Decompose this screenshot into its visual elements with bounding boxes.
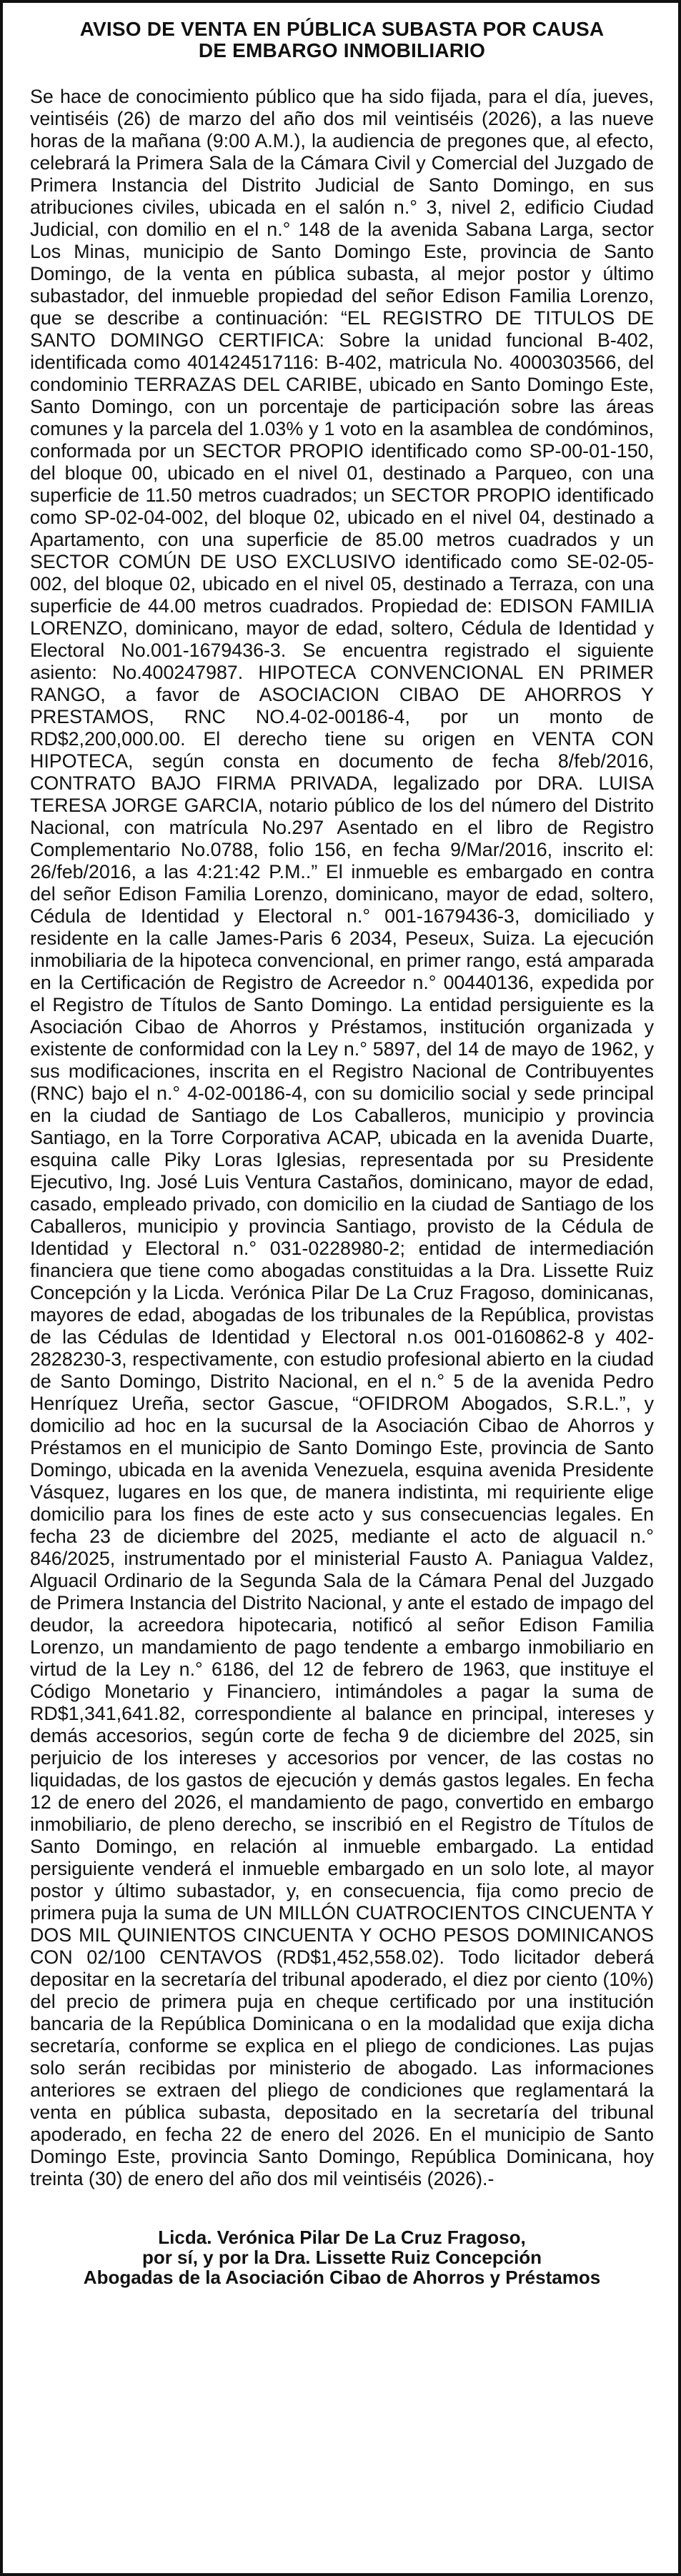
notice-title-line1: AVISO DE VENTA EN PÚBLICA SUBASTA POR CAUSA (79, 18, 605, 40)
notice-body: Se hace de conocimiento público que ha sido fijada, para el día, jueves, veintiséis (26) de marzo del año dos mil veintiséis (2026), a las nueve horas de la mañana (9:00 A.M.), la audiencia de pregones que, al efecto, celebrará la Primera Sala de la Cámara Civil y Comercial del Juzgado de Primera Instancia del Distrito Judicial de Santo Domingo, en sus atribuciones civiles, ubicada en el salón n.° 3, nivel 2, edificio Ciudad Judicial, con domilio en el n.° 148 de la avenida Sabana Larga, sector Los Minas, municipio de Santo Domingo Este, provincia de Santo Domingo, de la venta en pública subasta, al mejor postor y último subastador, del inmueble propiedad del señor Edison Familia Lorenzo, que se describe a continuación: “EL REGISTRO DE TITULOS DE SANTO DOMINGO CERTIFICA: Sobre la unidad funcional B-402, identificada como 401424517116: B-402, matricula No. 4000303566, del condominio TERRAZAS DEL CARIBE, ubicado en Santo Domingo Este, Santo Domingo, con un porcentaje de participación sobre las áreas comunes y la parcela del 1.03% y 1 voto en la asamblea de condóminos, conformada por un SECTOR PROPIO identificado como SP-00-01-150, del bloque 00, ubicado en el nivel 01, destinado a Parqueo, con una superficie de 11.50 metros cuadrados; un SECTOR PROPIO identificado como SP-02-04-002, del bloque 02, ubicado en el nivel 04, destinado a Apartamento, con una superficie de 85.00 metros cuadrados y un SECTOR COMÚN DE USO EXCLUSIVO identificado como SE-02-05-002, del bloque 02, ubicado en el nivel 05, destinado a Terraza, con una superficie de 44.00 metros cuadrados. Propiedad de: EDISON FAMILIA LORENZO, dominicano, mayor de edad, soltero, Cédula de Identidad y Electoral No.001-1679436-3. Se encuentra registrado el siguiente asiento: No.400247987. HIPOTECA CONVENCIONAL EN PRIMER RANGO, a favor de ASOCIACION CIBAO DE AHORROS Y PRESTAMOS, RNC NO.4-02-00186-4, por un monto de RD$2,200,000.00. El derecho tiene su origen en VENTA CON HIPOTECA, según consta en documento de fecha 8/feb/2016, CONTRATO BAJO FIRMA PRIVADA, legalizado por DRA. LUISA TERESA JORGE GARCIA, notario público de los del número del Distrito Nacional, con matrícula No.297 Asentado en el libro de Registro Complementario No.0788, folio 156, en fecha 9/Mar/2016, inscrito el: 26/feb/2016, a las 4:21:42 P.M..” El inmueble es embargado en contra del señor Edison Familia Lorenzo, dominicano, mayor de edad, soltero, Cédula de Identidad y Electoral n.° 001-1679436-3, domiciliado y residente en la calle James-Paris 6 2034, Peseux, Suiza. La ejecución inmobiliaria de la hipoteca convencional, en primer rango, está amparada en la Certificación de Registro de Acreedor n.° 00440136, expedida por el Registro de Títulos de Santo Domingo. La entidad persiguiente es la Asociación Cibao de Ahorros y Préstamos, institución organizada y existente de conformidad con la Ley n.° 5897, del 14 de mayo de 1962, y sus modificaciones, inscrita en el Registro Nacional de Contribuyentes (RNC) bajo el n.° 4-02-00186-4, con su domicilio social y sede principal en la ciudad de Santiago de Los Caballeros, municipio y provincia Santiago, en la Torre Corporativa ACAP, ubicada en la avenida Duarte, esquina calle Piky Loras Iglesias, representada por su Presidente Ejecutivo, Ing. José Luis Ventura Castaños, dominicano, mayor de edad, casado, empleado privado, con domicilio en la ciudad de Santiago de los Caballeros, municipio y provincia Santiago, provisto de la Cédula de Identidad y Electoral n.° 031-0228980-2; entidad de intermediación financiera que tiene como abogadas constituidas a la Dra. Lissette Ruiz Concepción y la Licda. Verónica Pilar De La Cruz Fragoso, dominicanas, mayores de edad, abogadas de los tribunales de la República, provistas de las Cédulas de Identidad y Electoral n.os 001-0160862-8 y 402-2828230-3, respectivamente, con estudio profesional abierto en la ciudad de Santo Domingo, Distrito Nacional, en el n.° 5 de la avenida Pedro Henríquez Ureña, sector Gascue, “OFIDROM Abogados, S.R.L.”, y domicilio ad hoc en la sucursal de la Asociación Cibao de Ahorros y Préstamos en el municipio de Santo Domingo Este, provincia de Santo Domingo, ubicada en la avenida Venezuela, esquina avenida Presidente Vásquez, lugares en los que, de manera indistinta, mi requiriente elige domicilio para los fines de este acto y sus consecuencias legales. En fecha 23 de diciembre del 2025, mediante el acto de alguacil n.° 846/2025, instrumentado por el ministerial Fausto A. Paniagua Valdez, Alguacil Ordinario de la Segunda Sala de la Cámara Penal del Juzgado de Primera Instancia del Distrito Nacional, y ante el estado de impago del deudor, la acreedora hipotecaria, notificó al señor Edison Familia Lorenzo, un mandamiento de pago tendente a embargo inmobiliario en virtud de la Ley n.° 6186, del 12 de febrero de 1963, que instituye el Código Monetario y Financiero, intimándoles a pagar la suma de RD$1,341,641.82, correspondiente al balance en principal, intereses y demás accesorios, según corte de fecha 9 de diciembre del 2025, sin perjuicio de los intereses y accesorios por vencer, de las costas no liquidadas, de los gastos de ejecución y demás gastos legales. En fecha 12 de enero del 2026, el mandamiento de pago, convertido en embargo inmobiliario, de pleno derecho, se inscribió en el Registro de Títulos de Santo Domingo, en relación al inmueble embargado. La entidad persiguiente venderá el inmueble embargado en un solo lote, al mayor postor y último subastador, y, en consecuencia, fija como precio de primera puja la suma de UN MILLÓN CUATROCIENTOS CINCUENTA Y DOS MIL QUINIENTOS CINCUENTA Y OCHO PESOS DOMINICANOS CON 02/100 CENTAVOS (RD$1,452,558.02). Todo licitador deberá depositar en la secretaría del tribunal apoderado, el diez por ciento (10%) del precio de primera puja en cheque certificado por una institución bancaria de la República Dominicana o en la modalidad que exija dicha secretaría, conforme se explica en el pliego de condiciones. Las pujas solo serán recibidas por ministerio de abogado. Las informaciones anteriores se extraen del pliego de condiciones que reglamentará la venta en pública subasta, depositado en la secretaría del tribunal apoderado, en fecha 22 de enero del 2026. En el municipio de Santo Domingo Este, provincia Santo Domingo, República Dominicana, hoy treinta (30) de enero del año dos mil veintiséis (2026).- (30, 86, 654, 2189)
signature-block (30, 2227, 654, 2287)
signature-line3: Abogadas de la Asociación Cibao de Ahorros y Préstamos (83, 2267, 601, 2288)
signature-line1: Licda. Verónica Pilar De La Cruz Fragoso, (158, 2227, 526, 2248)
notice-title (30, 19, 654, 61)
signature-line2: por sí, y por la Dra. Lissette Ruiz Concepción (141, 2247, 542, 2268)
notice-title-line2: DE EMBARGO INMOBILIARIO (198, 39, 486, 61)
